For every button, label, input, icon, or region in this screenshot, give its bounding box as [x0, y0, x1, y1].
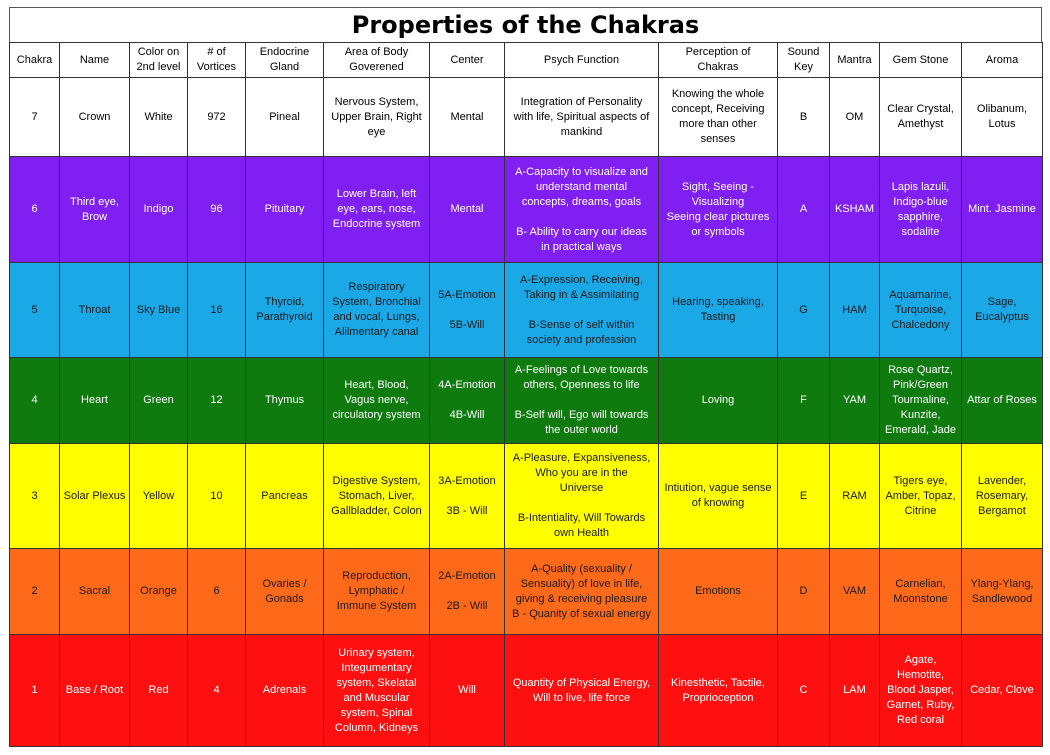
- cell-aroma: Mint. Jasmine: [962, 157, 1043, 263]
- cell-perception: Emotions: [659, 549, 778, 635]
- table-row: [10, 78, 1043, 157]
- cell-area-of-body: Heart, Blood, Vagus nerve, circulatory system: [324, 358, 430, 444]
- cell-name: Solar Plexus: [60, 444, 130, 549]
- cell-center: 5A-Emotion 5B-Will: [430, 263, 505, 358]
- table-row: [10, 549, 1043, 635]
- cell-perception: Knowing the whole concept, Receiving more than other senses: [659, 78, 778, 157]
- cell-vortices: 4: [188, 635, 246, 747]
- cell-mantra: RAM: [830, 444, 880, 549]
- cell-gem-stone: Rose Quartz, Pink/Green Tourmaline, Kunzite, Emerald, Jade: [880, 358, 962, 444]
- cell-psych-function: Integration of Personality with life, Spiritual aspects of mankind: [505, 78, 659, 157]
- cell-sound-key: A: [778, 157, 830, 263]
- cell-sound-key: G: [778, 263, 830, 358]
- header-row: [10, 43, 1043, 78]
- header-perception: Perception of Chakras: [659, 43, 778, 78]
- cell-aroma: Lavender, Rosemary, Bergamot: [962, 444, 1043, 549]
- cell-chakra: 4: [10, 358, 60, 444]
- cell-name: Crown: [60, 78, 130, 157]
- cell-center: 2A-Emotion 2B - Will: [430, 549, 505, 635]
- cell-color: Red: [130, 635, 188, 747]
- cell-area-of-body: Nervous System, Upper Brain, Right eye: [324, 78, 430, 157]
- cell-name: Throat: [60, 263, 130, 358]
- cell-perception: Kinesthetic, Tactile, Proprioception: [659, 635, 778, 747]
- cell-color: Yellow: [130, 444, 188, 549]
- cell-vortices: 12: [188, 358, 246, 444]
- cell-chakra: 5: [10, 263, 60, 358]
- cell-vortices: 10: [188, 444, 246, 549]
- cell-sound-key: F: [778, 358, 830, 444]
- cell-gem-stone: Lapis lazuli, Indigo-blue sapphire, sodalite: [880, 157, 962, 263]
- cell-chakra: 1: [10, 635, 60, 747]
- cell-aroma: Olibanum, Lotus: [962, 78, 1043, 157]
- cell-gem-stone: Aquamarine, Turquoise, Chalcedony: [880, 263, 962, 358]
- cell-perception: Sight, Seeing - Visualizing Seeing clear pictures or symbols: [659, 157, 778, 263]
- header-sound-key: Sound Key: [778, 43, 830, 78]
- cell-name: Heart: [60, 358, 130, 444]
- cell-color: Orange: [130, 549, 188, 635]
- cell-color: Green: [130, 358, 188, 444]
- page-title: Properties of the Chakras: [9, 7, 1042, 42]
- cell-sound-key: E: [778, 444, 830, 549]
- table-row: [10, 444, 1043, 549]
- cell-sound-key: D: [778, 549, 830, 635]
- cell-mantra: LAM: [830, 635, 880, 747]
- cell-mantra: OM: [830, 78, 880, 157]
- cell-color: Sky Blue: [130, 263, 188, 358]
- cell-aroma: Attar of Roses: [962, 358, 1043, 444]
- header-endocrine-gland: Endocrine Gland: [246, 43, 324, 78]
- cell-area-of-body: Reproduction, Lymphatic / Immune System: [324, 549, 430, 635]
- cell-sound-key: C: [778, 635, 830, 747]
- table-row: [10, 358, 1043, 444]
- cell-color: Indigo: [130, 157, 188, 263]
- cell-perception: Hearing, speaking, Tasting: [659, 263, 778, 358]
- cell-chakra: 7: [10, 78, 60, 157]
- cell-endocrine-gland: Adrenals: [246, 635, 324, 747]
- cell-sound-key: B: [778, 78, 830, 157]
- cell-chakra: 3: [10, 444, 60, 549]
- header-chakra: Chakra: [10, 43, 60, 78]
- cell-area-of-body: Urinary system, Integumentary system, Skelatal and Muscular system, Spinal Column, Kidneys: [324, 635, 430, 747]
- cell-mantra: KSHAM: [830, 157, 880, 263]
- cell-vortices: 16: [188, 263, 246, 358]
- cell-center: 4A-Emotion 4B-Will: [430, 358, 505, 444]
- cell-chakra: 6: [10, 157, 60, 263]
- header-name: Name: [60, 43, 130, 78]
- cell-endocrine-gland: Pineal: [246, 78, 324, 157]
- cell-gem-stone: Clear Crystal, Amethyst: [880, 78, 962, 157]
- cell-endocrine-gland: Thymus: [246, 358, 324, 444]
- cell-endocrine-gland: Pituitary: [246, 157, 324, 263]
- cell-name: Third eye, Brow: [60, 157, 130, 263]
- cell-psych-function: Quantity of Physical Energy, Will to live, life force: [505, 635, 659, 747]
- cell-gem-stone: Tigers eye, Amber, Topaz, Citrine: [880, 444, 962, 549]
- cell-mantra: YAM: [830, 358, 880, 444]
- cell-perception: Intiution, vague sense of knowing: [659, 444, 778, 549]
- cell-center: 3A-Emotion 3B - Will: [430, 444, 505, 549]
- table-row: [10, 635, 1043, 747]
- cell-color: White: [130, 78, 188, 157]
- cell-aroma: Cedar, Clove: [962, 635, 1043, 747]
- header-psych-function: Psych Function: [505, 43, 659, 78]
- cell-aroma: Ylang-Ylang, Sandlewood: [962, 549, 1043, 635]
- cell-psych-function: A-Capacity to visualize and understand mental concepts, dreams, goals B- Ability to carry our ideas in practical ways: [505, 157, 659, 263]
- chakra-sheet: [9, 7, 1042, 747]
- cell-endocrine-gland: Ovaries / Gonads: [246, 549, 324, 635]
- cell-name: Base / Root: [60, 635, 130, 747]
- header-area-of-body: Area of Body Goverened: [324, 43, 430, 78]
- cell-psych-function: A-Pleasure, Expansiveness, Who you are in the Universe B-Intentiality, Will Towards own Health: [505, 444, 659, 549]
- cell-gem-stone: Carnelian, Moonstone: [880, 549, 962, 635]
- header-center: Center: [430, 43, 505, 78]
- header-color: Color on 2nd level: [130, 43, 188, 78]
- cell-area-of-body: Lower Brain, left eye, ears, nose, Endocrine system: [324, 157, 430, 263]
- cell-name: Sacral: [60, 549, 130, 635]
- header-gem-stone: Gem Stone: [880, 43, 962, 78]
- cell-vortices: 6: [188, 549, 246, 635]
- cell-center: Mental: [430, 157, 505, 263]
- cell-gem-stone: Agate, Hemotite, Blood Jasper, Garnet, Ruby, Red coral: [880, 635, 962, 747]
- cell-aroma: Sage, Eucalyptus: [962, 263, 1043, 358]
- cell-mantra: HAM: [830, 263, 880, 358]
- cell-vortices: 972: [188, 78, 246, 157]
- cell-area-of-body: Respiratory System, Bronchial and vocal, Lungs, Alilmentary canal: [324, 263, 430, 358]
- cell-chakra: 2: [10, 549, 60, 635]
- cell-endocrine-gland: Pancreas: [246, 444, 324, 549]
- header-vortices: # of Vortices: [188, 43, 246, 78]
- cell-psych-function: A-Expression, Receiving, Taking in & Assimilating B-Sense of self within society and profession: [505, 263, 659, 358]
- cell-mantra: VAM: [830, 549, 880, 635]
- header-mantra: Mantra: [830, 43, 880, 78]
- cell-psych-function: A-Feelings of Love towards others, Openness to life B-Self will, Ego will towards the outer world: [505, 358, 659, 444]
- cell-psych-function: A-Quality (sexuality / Sensuality) of love in life, giving & receiving pleasure B - Quanity of sexual energy: [505, 549, 659, 635]
- table-row: [10, 157, 1043, 263]
- cell-area-of-body: Digestive System, Stomach, Liver, Gallbladder, Colon: [324, 444, 430, 549]
- header-aroma: Aroma: [962, 43, 1043, 78]
- cell-center: Will: [430, 635, 505, 747]
- table-row: [10, 263, 1043, 358]
- cell-vortices: 96: [188, 157, 246, 263]
- cell-center: Mental: [430, 78, 505, 157]
- cell-endocrine-gland: Thyroid, Parathyroid: [246, 263, 324, 358]
- chakra-table: [9, 42, 1043, 747]
- cell-perception: Loving: [659, 358, 778, 444]
